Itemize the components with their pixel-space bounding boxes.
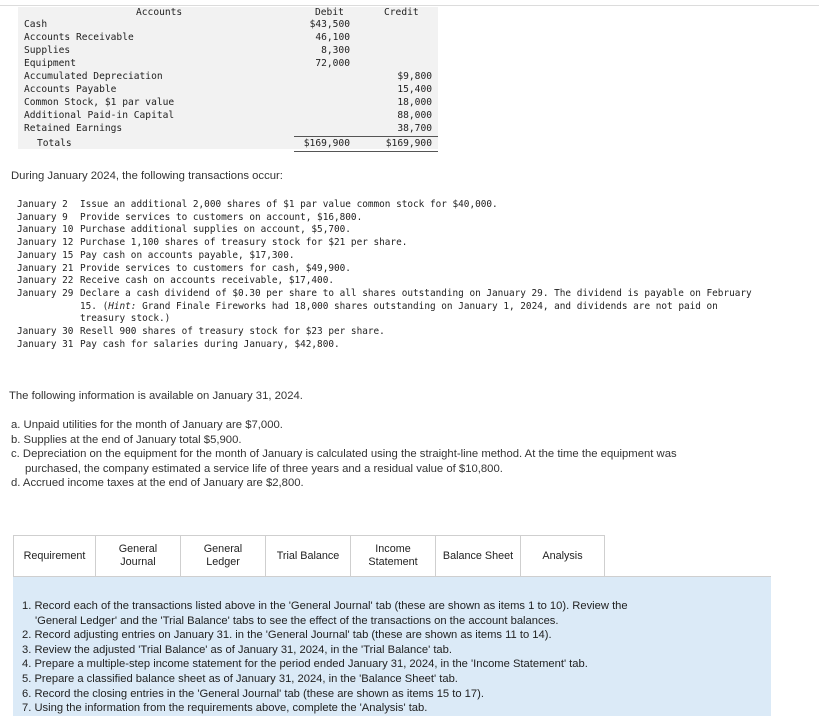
account-name: Cash [24, 19, 48, 30]
totals-row [18, 137, 438, 150]
account-name: Common Stock, $1 par value [24, 97, 175, 108]
transaction-text: Pay cash for salaries during January, $42,800. [80, 338, 340, 350]
transaction-line [17, 326, 385, 339]
requirement-3: 3. Review the adjusted 'Trial Balance' as of January 31, 2024, in the 'Trial Balance' tab. [22, 643, 452, 656]
trial-balance-row [18, 109, 438, 122]
transaction-line [17, 339, 340, 352]
info-intro: The following information is available on January 31, 2024. [9, 390, 303, 402]
account-name: Equipment [24, 58, 76, 69]
transaction-text: 15. (Hint: Grand Finale Fireworks had 18,000 shares outstanding on January 1, 2024, and dividends are not paid on [80, 300, 718, 312]
transaction-date: January 21 [17, 262, 74, 274]
requirement-4: 4. Prepare a multiple-step income statement for the period ended January 31, 2024, in the 'Income Statement' tab. [22, 658, 588, 671]
credit-amount: 38,700 [397, 123, 432, 134]
requirement-6: 6. Record the closing entries in the 'General Journal' tab (these are shown as items 15 to 17). [22, 687, 484, 700]
transaction-text: Purchase 1,100 shares of treasury stock for $21 per share. [80, 237, 408, 249]
tab-bar [13, 535, 605, 577]
trial-balance-row [18, 83, 438, 96]
transaction-line [17, 224, 351, 237]
info-item-c-cont: purchased, the company estimated a service life of three years and a residual value of $10,800. [25, 462, 503, 475]
transaction-date: January 29 [17, 287, 74, 299]
requirement-1: 1. Record each of the transactions listed above in the 'General Journal' tab (these are shown as items 1 to 10). Review the [22, 600, 628, 612]
tab-analysis[interactable]: Analysis [521, 535, 605, 577]
account-name: Additional Paid-in Capital [24, 110, 175, 121]
transaction-text: Provide services to customers for cash, $49,900. [80, 262, 351, 274]
account-name: Supplies [24, 45, 71, 56]
transaction-line [17, 313, 170, 326]
info-item-c: c. Depreciation on the equipment for the month of January is calculated using the straight-line method. At the time the equipment was [11, 448, 677, 461]
transaction-date: January 15 [17, 249, 74, 261]
info-item-a: a. Unpaid utilities for the month of January are $7,000. [11, 419, 283, 431]
transaction-date: January 9 [17, 211, 74, 223]
debit-amount: 72,000 [315, 58, 350, 69]
info-list [11, 418, 677, 491]
transaction-text: Receive cash on accounts receivable, $17,400. [80, 275, 334, 287]
transaction-line [17, 301, 718, 314]
tab-general-journal[interactable] [96, 535, 181, 577]
requirement-1-cont: 'General Ledger' and the 'Trial Balance' tabs to see the effect of the transactions on the account balances. [35, 614, 559, 627]
credit-amount: 18,000 [397, 97, 432, 108]
info-item-d: d. Accrued income taxes at the end of January are $2,800. [11, 477, 304, 490]
debit-header: Debit [315, 7, 344, 18]
transaction-date: January 31 [17, 338, 74, 350]
requirements-list [22, 599, 762, 716]
requirement-7: 7. Using the information from the requirements above, complete the 'Analysis' tab. [22, 702, 428, 715]
tab-general-journal-label: General Journal [118, 543, 158, 568]
totals-credit: $169,900 [385, 138, 432, 149]
transaction-date: January 12 [17, 237, 74, 249]
transaction-text: Provide services to customers on account, $16,800. [80, 211, 363, 223]
transaction-date: January 2 [17, 199, 74, 210]
transaction-text: treasury stock.) [80, 313, 171, 325]
transaction-line [17, 263, 351, 276]
tab-income-statement[interactable] [351, 535, 436, 577]
tab-general-ledger[interactable] [181, 535, 266, 577]
tab-trial-balance[interactable]: Trial Balance [266, 535, 351, 577]
totals-debit: $169,900 [303, 138, 350, 149]
transaction-text: Purchase additional supplies on account, $5,700. [80, 224, 351, 236]
credit-amount: 15,400 [397, 84, 432, 95]
trial-balance-row [18, 44, 438, 57]
debit-amount: $43,500 [309, 19, 350, 30]
transaction-text: Resell 900 shares of treasury stock for $23 per share. [80, 326, 385, 337]
accounts-header: Accounts [136, 7, 183, 18]
tab-requirement[interactable]: Requirement [13, 535, 96, 577]
transaction-line [17, 212, 362, 225]
transaction-line [17, 199, 498, 212]
transaction-date: January 30 [17, 326, 74, 337]
requirement-2: 2. Record adjusting entries on January 31. in the 'General Journal' tab (these are shown as items 11 to 14). [22, 629, 552, 642]
trial-balance-row [18, 122, 438, 135]
transaction-text: Pay cash on accounts payable, $17,300. [80, 249, 295, 261]
trial-balance-row [18, 31, 438, 44]
transactions-intro: During January 2024, the following transactions occur: [11, 170, 283, 182]
transaction-line [17, 250, 294, 263]
account-name: Accounts Receivable [24, 32, 134, 43]
credit-amount: $9,800 [397, 71, 432, 82]
requirement-5: 5. Prepare a classified balance sheet as of January 31, 2024, in the 'Balance Sheet' tab. [22, 672, 458, 685]
transaction-line [17, 237, 407, 250]
tab-income-statement-label: Income Statement [368, 543, 418, 568]
debit-amount: 46,100 [315, 32, 350, 43]
trial-balance-row [18, 70, 438, 83]
credit-amount: 88,000 [397, 110, 432, 121]
transaction-date: January 22 [17, 275, 74, 287]
credit-header: Credit [384, 7, 419, 18]
debit-amount: 8,300 [321, 45, 350, 56]
trial-balance-row [18, 57, 438, 70]
trial-balance-row [18, 18, 438, 31]
transaction-text: Issue an additional 2,000 shares of $1 par value common stock for $40,000. [80, 199, 498, 210]
tab-balance-sheet[interactable]: Balance Sheet [436, 535, 521, 577]
account-name: Retained Earnings [24, 123, 123, 134]
transaction-date: January 10 [17, 224, 74, 236]
transaction-line [17, 288, 752, 301]
info-item-b: b. Supplies at the end of January total $5,900. [11, 433, 242, 446]
account-name: Accounts Payable [24, 84, 117, 95]
transaction-text: Declare a cash dividend of $0.30 per share to all shares outstanding on January 29. The dividend is payable on February [80, 287, 752, 299]
tab-general-ledger-label: General Ledger [203, 543, 243, 568]
double-rule-1 [294, 151, 438, 152]
totals-label: Totals [37, 138, 72, 149]
transaction-line [17, 275, 334, 288]
account-name: Accumulated Depreciation [24, 71, 163, 82]
trial-balance-row [18, 96, 438, 109]
